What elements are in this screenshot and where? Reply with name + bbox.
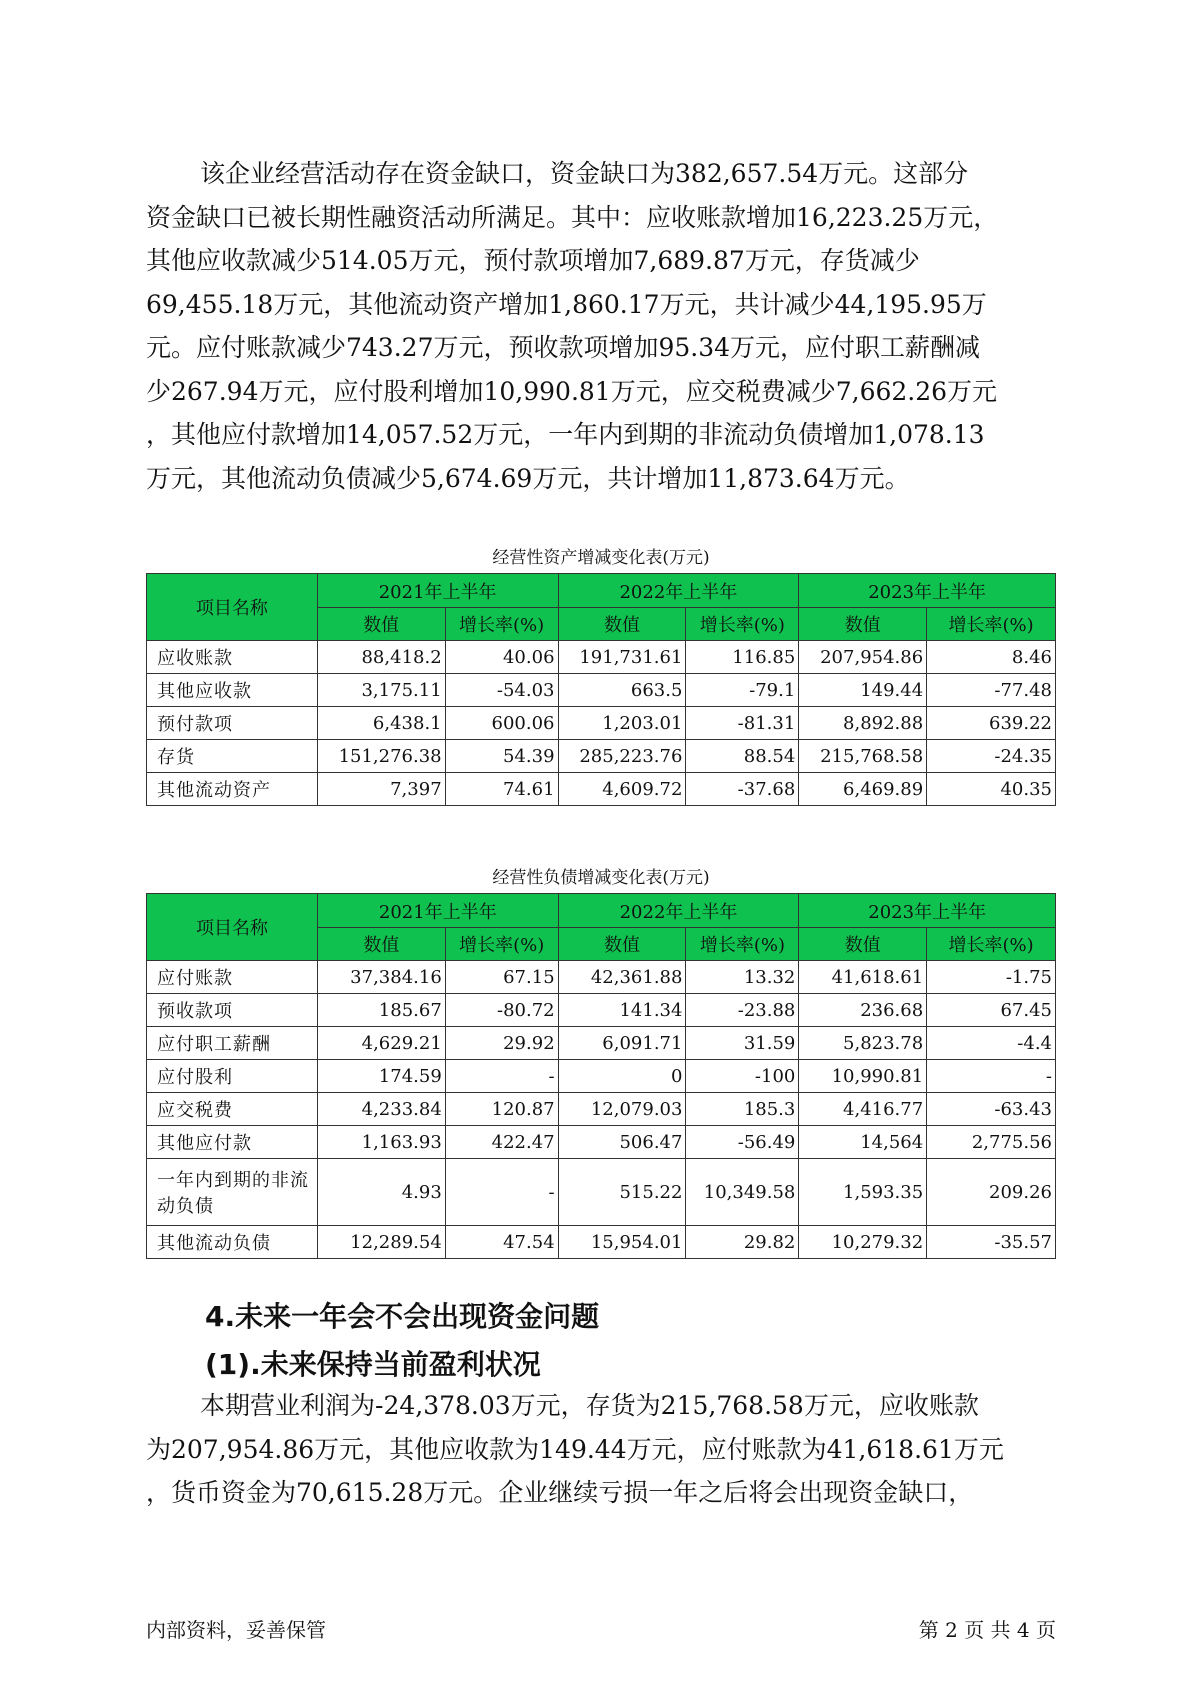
- cell-growth-rate: 120.87: [445, 1093, 558, 1126]
- cell-growth-rate: 74.61: [445, 773, 558, 806]
- cell-value: 515.22: [558, 1159, 686, 1226]
- cell-value: 88,418.2: [317, 641, 445, 674]
- cell-value: 1,203.01: [558, 707, 686, 740]
- row-item-name: 存货: [147, 740, 318, 773]
- cell-growth-rate: 40.35: [927, 773, 1056, 806]
- cell-value: 185.67: [317, 994, 445, 1027]
- paragraph-line: 本期营业利润为-24,378.03万元，存货为215,768.58万元，应收账款: [200, 1391, 979, 1420]
- cell-value: 236.68: [799, 994, 927, 1027]
- cell-value: 0: [558, 1060, 686, 1093]
- cell-growth-rate: 639.22: [927, 707, 1056, 740]
- cell-value: 215,768.58: [799, 740, 927, 773]
- cell-growth-rate: 116.85: [686, 641, 799, 674]
- paragraph-line: 其他应收款减少514.05万元，预付款项增加7,689.87万元，存货减少: [146, 246, 920, 275]
- table-row: [147, 1159, 1056, 1226]
- header-growth-rate: 增长率(%): [445, 608, 558, 641]
- header-growth-rate: 增长率(%): [927, 608, 1056, 641]
- header-value: 数值: [317, 608, 445, 641]
- cell-value: 191,731.61: [558, 641, 686, 674]
- row-item-name: 其他应付款: [147, 1126, 318, 1159]
- cell-growth-rate: -37.68: [686, 773, 799, 806]
- header-growth-rate: 增长率(%): [927, 928, 1056, 961]
- paragraph-line: 该企业经营活动存在资金缺口，资金缺口为382,657.54万元。这部分: [200, 159, 969, 188]
- cell-value: 5,823.78: [799, 1027, 927, 1060]
- cell-growth-rate: -4.4: [927, 1027, 1056, 1060]
- cell-growth-rate: -56.49: [686, 1126, 799, 1159]
- paragraph-line: 元。应付账款减少743.27万元，预收款项增加95.34万元，应付职工薪酬减: [146, 333, 981, 362]
- cell-growth-rate: -80.72: [445, 994, 558, 1027]
- paragraph-line: 万元，其他流动负债减少5,674.69万元，共计增加11,873.64万元。: [146, 463, 910, 493]
- cell-growth-rate: -63.43: [927, 1093, 1056, 1126]
- table-row: [147, 1093, 1056, 1126]
- cell-growth-rate: 29.92: [445, 1027, 558, 1060]
- cell-growth-rate: 47.54: [445, 1226, 558, 1259]
- footer-confidential-note: 内部资料，妥善保管: [146, 1618, 326, 1642]
- header-year-2021: 2021年上半年: [317, 574, 558, 608]
- paragraph-profit-status: [146, 1384, 1056, 1515]
- cell-growth-rate: -24.35: [927, 740, 1056, 773]
- row-item-name: 应付账款: [147, 961, 318, 994]
- table-caption-liabilities: 经营性负债增减变化表(万元): [492, 868, 710, 888]
- cell-value: 6,469.89: [799, 773, 927, 806]
- cell-value: 149.44: [799, 674, 927, 707]
- cell-value: 12,079.03: [558, 1093, 686, 1126]
- table-row: [147, 740, 1056, 773]
- cell-value: 1,163.93: [317, 1126, 445, 1159]
- paragraph-line: ，其他应付款增加14,057.52万元，一年内到期的非流动负债增加1,078.13: [146, 420, 985, 449]
- header-value: 数值: [799, 608, 927, 641]
- cell-value: 7,397: [317, 773, 445, 806]
- table-caption-assets: 经营性资产增减变化表(万元): [492, 548, 710, 568]
- cell-value: 6,091.71: [558, 1027, 686, 1060]
- cell-growth-rate: -23.88: [686, 994, 799, 1027]
- cell-value: 15,954.01: [558, 1226, 686, 1259]
- table-row: [147, 1226, 1056, 1259]
- cell-growth-rate: 10,349.58: [686, 1159, 799, 1226]
- cell-growth-rate: 209.26: [927, 1159, 1056, 1226]
- row-item-name: [147, 1159, 318, 1226]
- table-row: [147, 1027, 1056, 1060]
- row-item-name-line: 动负债: [157, 1196, 214, 1217]
- cell-value: 10,279.32: [799, 1226, 927, 1259]
- cell-growth-rate: -79.1: [686, 674, 799, 707]
- header-year-2023: 2023年上半年: [799, 894, 1056, 928]
- cell-value: 6,438.1: [317, 707, 445, 740]
- row-item-name: 应交税费: [147, 1093, 318, 1126]
- cell-value: 174.59: [317, 1060, 445, 1093]
- cell-growth-rate: -: [445, 1159, 558, 1226]
- cell-value: 207,954.86: [799, 641, 927, 674]
- cell-growth-rate: 67.15: [445, 961, 558, 994]
- row-item-name: 其他流动资产: [147, 773, 318, 806]
- paragraph-line: 为207,954.86万元，其他应收款为149.44万元，应付账款为41,618.61万元: [146, 1434, 1004, 1464]
- cell-growth-rate: 600.06: [445, 707, 558, 740]
- cell-value: 4,416.77: [799, 1093, 927, 1126]
- subsection-heading: (1).未来保持当前盈利状况: [205, 1348, 541, 1381]
- paragraph-line: 少267.94万元，应付股利增加10,990.81万元，应交税费减少7,662.26万元: [146, 376, 998, 406]
- row-item-name: 预付款项: [147, 707, 318, 740]
- table-body: [147, 641, 1056, 806]
- cell-growth-rate: 31.59: [686, 1027, 799, 1060]
- paragraph-capital-gap: [146, 152, 1056, 500]
- footer-page-number: 第 2 页 共 4 页: [918, 1618, 1056, 1642]
- table-row: [147, 773, 1056, 806]
- row-item-name: 应收账款: [147, 641, 318, 674]
- cell-growth-rate: -1.75: [927, 961, 1056, 994]
- paragraph-line: 69,455.18万元，其他流动资产增加1,860.17万元，共计减少44,195.95万: [146, 289, 987, 319]
- cell-value: 14,564: [799, 1126, 927, 1159]
- cell-value: 41,618.61: [799, 961, 927, 994]
- cell-value: 8,892.88: [799, 707, 927, 740]
- cell-value: 506.47: [558, 1126, 686, 1159]
- section-heading: 4.未来一年会不会出现资金问题: [205, 1300, 600, 1333]
- header-item-name: 项目名称: [147, 574, 318, 641]
- cell-growth-rate: -35.57: [927, 1226, 1056, 1259]
- header-year-2022: 2022年上半年: [558, 574, 799, 608]
- paragraph-line: 资金缺口已被长期性融资活动所满足。其中：应收账款增加16,223.25万元，: [146, 202, 999, 232]
- cell-value: 10,990.81: [799, 1060, 927, 1093]
- cell-growth-rate: 422.47: [445, 1126, 558, 1159]
- cell-value: 1,593.35: [799, 1159, 927, 1226]
- cell-value: 151,276.38: [317, 740, 445, 773]
- cell-value: 37,384.16: [317, 961, 445, 994]
- cell-value: 3,175.11: [317, 674, 445, 707]
- header-item-name: 项目名称: [147, 894, 318, 961]
- header-year-2022: 2022年上半年: [558, 894, 799, 928]
- cell-value: 4.93: [317, 1159, 445, 1226]
- cell-value: 42,361.88: [558, 961, 686, 994]
- table-row: [147, 994, 1056, 1027]
- cell-growth-rate: 40.06: [445, 641, 558, 674]
- cell-value: 4,233.84: [317, 1093, 445, 1126]
- paragraph-line: ，货币资金为70,615.28万元。企业继续亏损一年之后将会出现资金缺口，: [146, 1478, 974, 1507]
- row-item-name: 其他流动负债: [147, 1226, 318, 1259]
- header-value: 数值: [799, 928, 927, 961]
- header-value: 数值: [558, 928, 686, 961]
- header-growth-rate: 增长率(%): [686, 928, 799, 961]
- row-item-name: 应付股利: [147, 1060, 318, 1093]
- cell-value: 663.5: [558, 674, 686, 707]
- cell-growth-rate: 29.82: [686, 1226, 799, 1259]
- table-row: [147, 1126, 1056, 1159]
- cell-growth-rate: -: [445, 1060, 558, 1093]
- cell-growth-rate: -77.48: [927, 674, 1056, 707]
- row-item-name-line: 一年内到期的非流: [157, 1170, 309, 1191]
- header-growth-rate: 增长率(%): [686, 608, 799, 641]
- cell-growth-rate: 88.54: [686, 740, 799, 773]
- cell-growth-rate: -100: [686, 1060, 799, 1093]
- cell-growth-rate: -: [927, 1060, 1056, 1093]
- cell-growth-rate: -54.03: [445, 674, 558, 707]
- cell-value: 12,289.54: [317, 1226, 445, 1259]
- cell-growth-rate: 8.46: [927, 641, 1056, 674]
- table-row: [147, 674, 1056, 707]
- row-item-name: 其他应收款: [147, 674, 318, 707]
- header-year-2023: 2023年上半年: [799, 574, 1056, 608]
- table-body: [147, 961, 1056, 1259]
- header-year-2021: 2021年上半年: [317, 894, 558, 928]
- header-value: 数值: [558, 608, 686, 641]
- cell-value: 4,609.72: [558, 773, 686, 806]
- table-row: [147, 641, 1056, 674]
- cell-value: 141.34: [558, 994, 686, 1027]
- operating-liabilities-table: [146, 893, 1056, 1259]
- header-growth-rate: 增长率(%): [445, 928, 558, 961]
- cell-value: 4,629.21: [317, 1027, 445, 1060]
- cell-growth-rate: -81.31: [686, 707, 799, 740]
- table-row: [147, 1060, 1056, 1093]
- table-row: [147, 707, 1056, 740]
- cell-growth-rate: 13.32: [686, 961, 799, 994]
- cell-value: 285,223.76: [558, 740, 686, 773]
- operating-assets-table: [146, 573, 1056, 806]
- table-row: [147, 961, 1056, 994]
- row-item-name: 预收款项: [147, 994, 318, 1027]
- cell-growth-rate: 67.45: [927, 994, 1056, 1027]
- cell-growth-rate: 2,775.56: [927, 1126, 1056, 1159]
- cell-growth-rate: 185.3: [686, 1093, 799, 1126]
- cell-growth-rate: 54.39: [445, 740, 558, 773]
- row-item-name: 应付职工薪酬: [147, 1027, 318, 1060]
- header-value: 数值: [317, 928, 445, 961]
